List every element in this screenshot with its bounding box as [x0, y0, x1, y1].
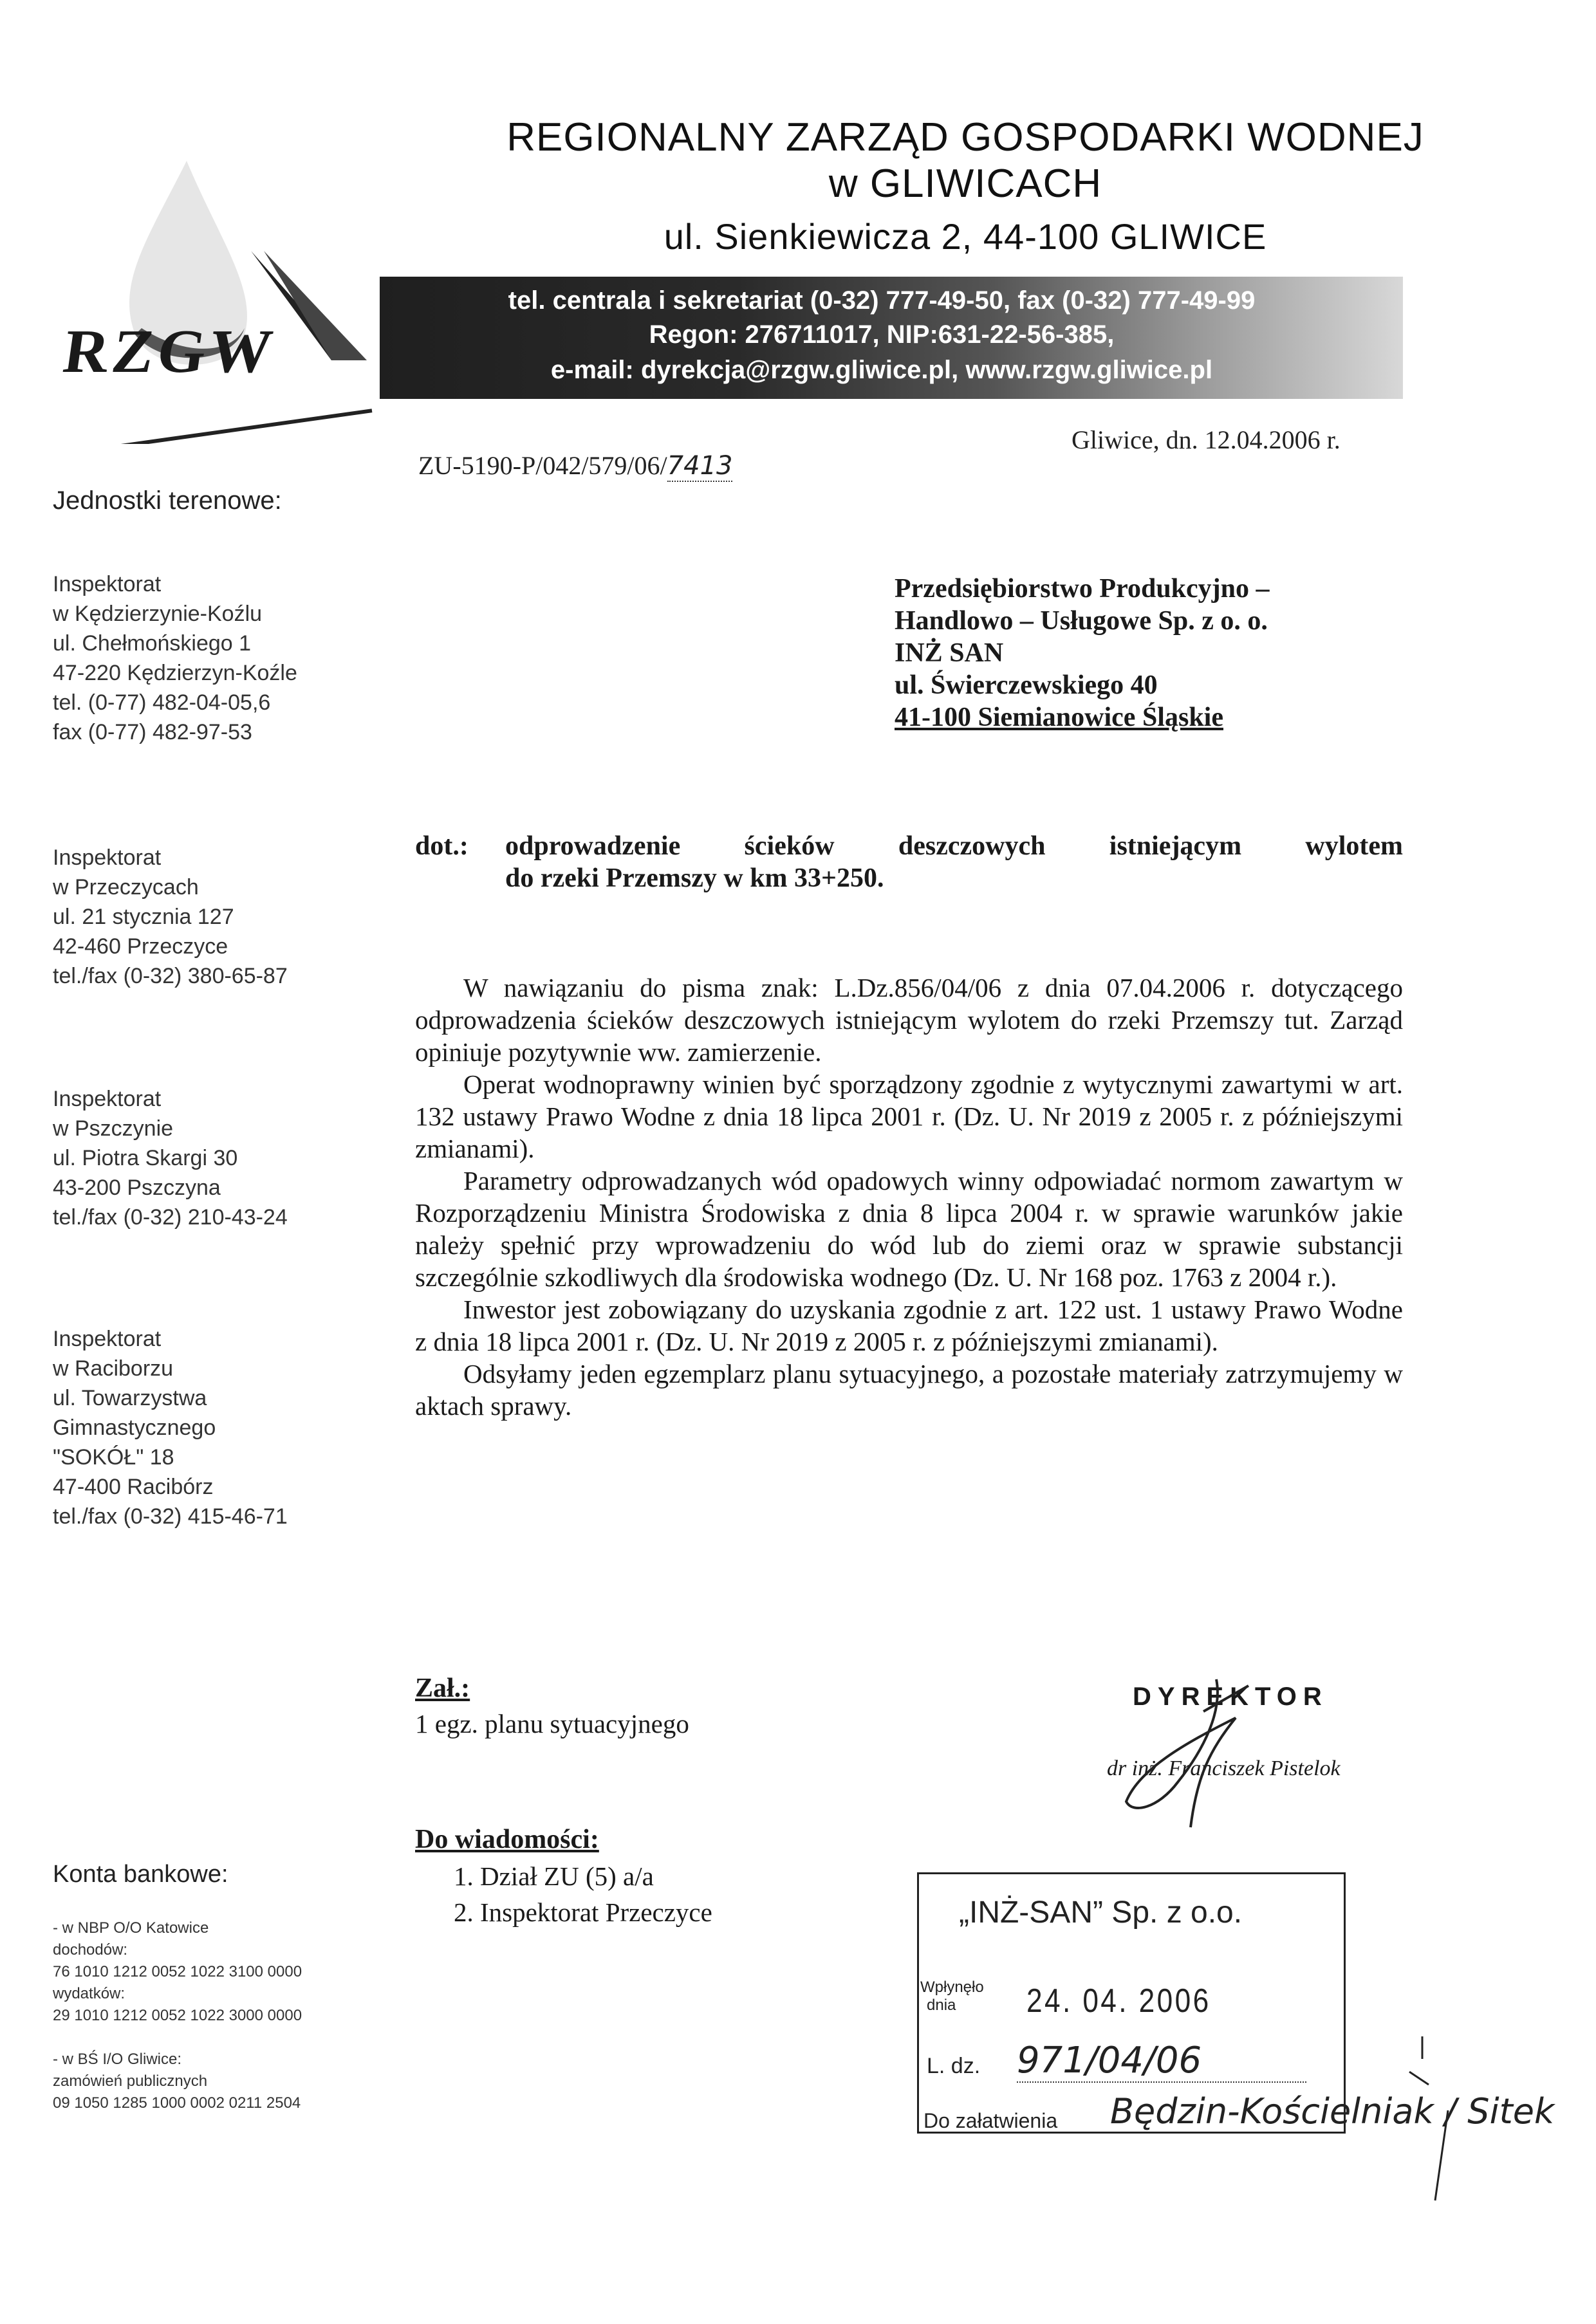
reference-handwritten: 7413: [667, 451, 733, 481]
body-paragraph: W nawiązaniu do pisma znak: L.Dz.856/04/06 z dnia 07.04.2006 r. dotyczącego odprowadzenia ścieków deszczowych istniejącym wylotem do rzeki Przemszy tut. Zarząd opiniuje pozytywnie ww. zamierzenie.: [415, 973, 1403, 1067]
stamp-received-date: 24. 04. 2006: [1026, 1982, 1211, 2020]
body-paragraph: Parametry odprowadzanych wód opadowych winny odpowiadać normom zawartym w Rozporządzeniu Ministra Środowiska z dnia 8 lipca 2004 r. w sprawie warunków jakie należy spełnić przy wprowadzeniu do wód lub do ziemi oraz w sprawie substancji szczególnie szkodliwych dla środowiska wodnego (Dz. U. Nr 168 poz. 1763 z 2004 r.).: [415, 1166, 1403, 1292]
cc-item: 2. Inspektorat Przeczyce: [454, 1897, 712, 1927]
org-address: ul. Sienkiewicza 2, 44-100 GLIWICE: [663, 216, 1267, 257]
logo-text: RZGW: [59, 317, 281, 385]
subject-label: dot.:: [415, 831, 469, 861]
unit-przeczyce: Inspektorat w Przeczycach ul. 21 stycznia 127 42-460 Przeczyce tel./fax (0-32) 380-65-87: [53, 845, 288, 988]
body-paragraph: Operat wodnoprawny winien być sporządzony zgodnie z wytycznymi zawartymi w art. 132 ustawy Prawo Wodne z dnia 18 lipca 2001 r. (Dz. U. Nr 2019 z 2005 r. z późniejszymi zmianami).: [415, 1069, 1403, 1163]
org-name-line2: w GLIWICACH: [828, 161, 1102, 206]
contact-regon: Regon: 276711017, NIP:631-22-56-385,: [649, 320, 1115, 349]
unit-pszczyna: Inspektorat w Pszczynie ul. Piotra Skargi 30 43-200 Pszczyna tel./fax (0-32) 210-43-24: [53, 1087, 288, 1230]
stamp-ldz-value: 971/04/06: [1017, 2040, 1306, 2083]
stamp-received-label: Wpłynęło dnia: [920, 1978, 984, 2014]
stamp-handle-value: Będzin-Kościelniak / Sitek: [1110, 2091, 1555, 2132]
handwritten-mark: [1384, 2033, 1461, 2207]
cc-item: 1. Dział ZU (5) a/a: [454, 1861, 654, 1891]
signature-name: dr inż. Franciszek Pistelok: [1107, 1757, 1341, 1780]
unit-raciborz: Inspektorat w Raciborzu ul. Towarzystwa Gimnastycznego "SOKÓŁ" 18 47-400 Racibórz tel./fax (0-32) 415-46-71: [53, 1327, 288, 1529]
handwritten-signature: [1107, 1673, 1313, 1840]
bank-heading: Konta bankowe:: [53, 1861, 228, 1888]
units-heading: Jednostki terenowe:: [53, 486, 282, 515]
contact-phone: tel. centrala i sekretariat (0-32) 777-49-50, fax (0-32) 777-49-99: [508, 286, 1256, 315]
water-drop-icon: [39, 148, 399, 444]
body-paragraph: Inwestor jest zobowiązany do uzyskania zgodnie z art. 122 ust. 1 ustawy Prawo Wodne z dnia 18 lipca 2001 r. (Dz. U. Nr 2019 z 2005 r. z późniejszymi zmianami).: [415, 1295, 1403, 1356]
rzgw-logo: [39, 148, 399, 444]
reference-number: ZU-5190-P/042/579/06/7413: [418, 451, 733, 481]
stamp-company: „INŻ-SAN” Sp. z o.o.: [959, 1895, 1243, 1930]
cc-list: [454, 1858, 712, 1930]
unit-kedzierzyn: Inspektorat w Kędzierzynie-Koźlu ul. Chełmońskiego 1 47-220 Kędzierzyn-Koźle tel. (0-77) 482-04-05,6 fax (0-77) 482-97-53: [53, 572, 297, 744]
org-name-line1: REGIONALNY ZARZĄD GOSPODARKI WODNEJ: [506, 115, 1424, 160]
letter-date: Gliwice, dn. 12.04.2006 r.: [1072, 425, 1341, 454]
attachments-item: 1 egz. planu sytuacyjnego: [415, 1709, 689, 1738]
signature-title: DYREKTOR: [1133, 1683, 1328, 1711]
cc-label: Do wiadomości:: [415, 1825, 599, 1854]
body-paragraph: Odsyłamy jeden egzemplarz planu sytuacyjnego, a pozostałe materiały zatrzymujemy w aktach sprawy.: [415, 1359, 1403, 1421]
bank-accounts: - w NBP O/O Katowice dochodów: 76 1010 1212 0052 1022 3100 0000 wydatków: 29 1010 1212 0052 1022 3000 0000 - w BŚ I/O Gliwice: zamówień publicznych 09 1050 1285 1000 0002 0211 2504: [53, 1919, 302, 2112]
attachments-label: Zał.:: [415, 1674, 470, 1703]
letter-subject: dot.: odprowadzenie ścieków deszczowych istniejącym wylotem do rzeki Przemszy w km 33+250.: [415, 831, 1403, 893]
stamp-handle-label: Do załatwienia: [923, 2109, 1058, 2132]
letter-body: [415, 972, 1403, 1422]
contact-email: e-mail: dyrekcja@rzgw.gliwice.pl, www.rzgw.gliwice.pl: [550, 356, 1213, 384]
recipient-address: Przedsiębiorstwo Produkcyjno – Handlowo – Usługowe Sp. z o. o. INŻ SAN ul. Świerczewskiego 40 41-100 Siemianowice Śląskie: [895, 574, 1270, 732]
stamp-ldz-label: L. dz.: [927, 2054, 981, 2078]
